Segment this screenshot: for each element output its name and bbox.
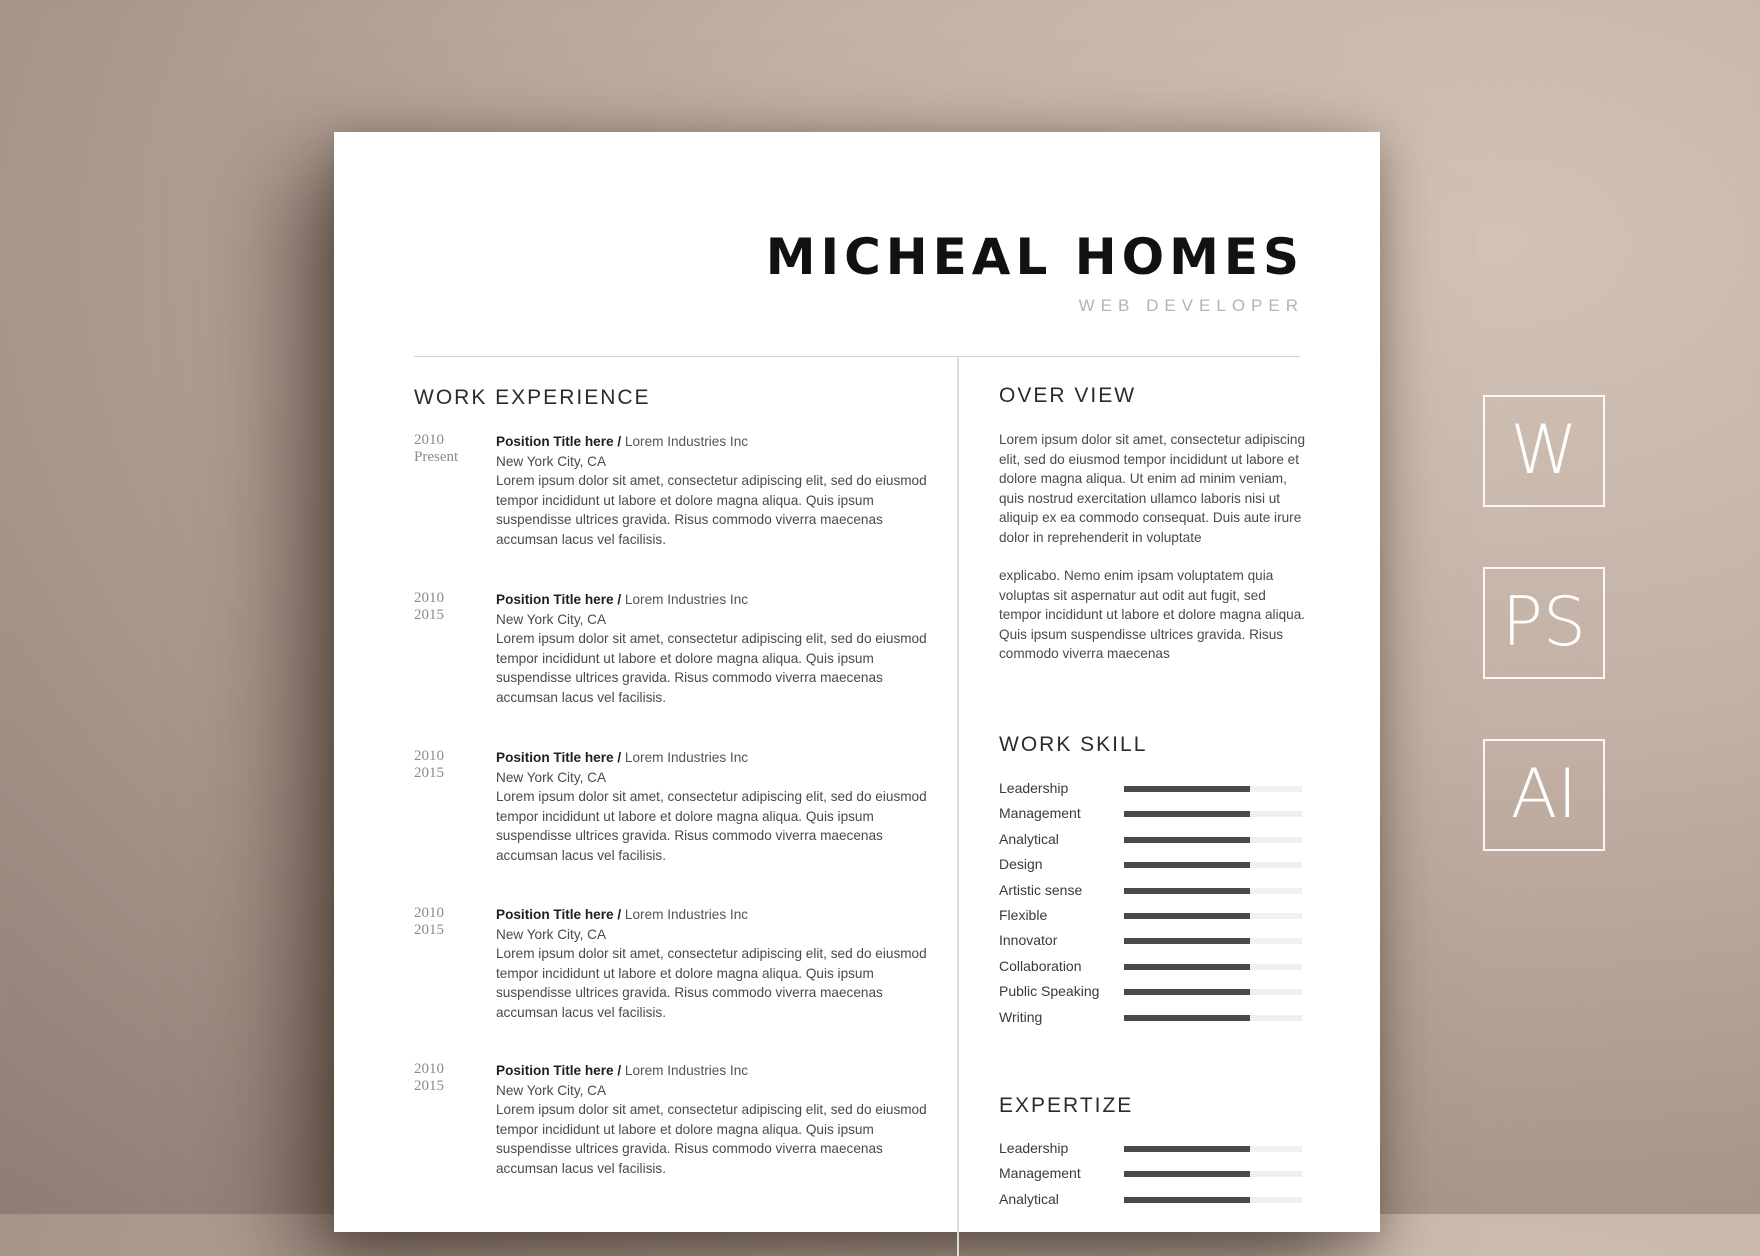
job-position: Position Title here / [496,907,622,922]
job-location: New York City, CA [496,611,607,627]
photoshop-format-icon: PS [1483,567,1605,679]
expertize-bar-fill [1124,1197,1250,1203]
job-year-start: 2010 [414,432,444,448]
work-skill-label: Public Speaking [999,983,1100,1000]
job-years [414,590,494,624]
job-location: New York City, CA [496,453,607,469]
job-company: Lorem Industries Inc [621,907,749,922]
overview-paragraph-1: Lorem ipsum dolor sit amet, consectetur adipiscing elit, sed do eiusmod tempor incididunt ut labore et dolore magna aliqua. Ut enim ad minim veniam, quis nostrud exercitation ullamco laboris nisi ut aliquip ex ea commodo consequat. Duis aute irure dolor in reprehenderit in voluptate [999,432,1305,545]
job-year-end: 2015 [414,1078,444,1094]
work-experience-heading: WORK EXPERIENCE [414,386,651,409]
job-year-start: 2010 [414,590,444,606]
work-skill-bar-fill [1124,811,1250,817]
expertize-label: Analytical [999,1190,1059,1207]
work-skill-label: Writing [999,1008,1043,1025]
work-skill-row [999,778,1303,798]
job-position: Position Title here / [496,434,622,449]
job-year-start: 2010 [414,905,444,921]
job-body [496,432,936,550]
work-skill-row [999,981,1303,1001]
job-year-end: 2015 [414,922,444,938]
expertize-row [999,1189,1303,1209]
job-year-start: 2010 [414,748,444,764]
job-year-start: 2010 [414,1061,444,1077]
job-year-end: 2015 [414,607,444,623]
job-body [496,1061,936,1179]
work-skill-bar-track [1124,888,1302,894]
work-skill-bar-track [1124,938,1302,944]
work-skill-bar-fill [1124,938,1250,944]
expertize-bar-track [1124,1146,1302,1152]
job-years [414,905,494,939]
job-years [414,432,494,466]
job-position: Position Title here / [496,592,622,607]
work-skill-bar-track [1124,862,1302,868]
expertize-bar-fill [1124,1146,1250,1152]
job-company: Lorem Industries Inc [621,750,749,765]
job-body [496,748,936,866]
expertize-bar-track [1124,1171,1302,1177]
work-skill-label: Artistic sense [999,881,1083,898]
work-skill-bar-track [1124,913,1302,919]
job-years [414,1061,494,1095]
job-location: New York City, CA [496,926,607,942]
job-description: Lorem ipsum dolor sit amet, consectetur adipiscing elit, sed do eiusmod tempor incididunt ut labore et dolore magna aliqua. Quis ipsum suspendisse ultrices gravida. Risus commodo viverra maecenas accumsan lacus vel facilisis. [496,473,927,547]
expertize-bar-track [1124,1197,1302,1203]
word-format-icon: W [1483,395,1605,507]
job-location: New York City, CA [496,1082,607,1098]
expertize-label: Leadership [999,1140,1069,1156]
job-description: Lorem ipsum dolor sit amet, consectetur adipiscing elit, sed do eiusmod tempor incididunt ut labore et dolore magna aliqua. Quis ipsum suspendisse ultrices gravida. Risus commodo viverra maecenas accumsan lacus vel facilisis. [496,789,927,863]
work-skill-label: Management [999,805,1081,822]
work-skill-bar-fill [1124,862,1250,868]
job-company: Lorem Industries Inc [621,434,749,449]
work-skill-bar-track [1124,811,1302,817]
job-description: Lorem ipsum dolor sit amet, consectetur adipiscing elit, sed do eiusmod tempor incididunt ut labore et dolore magna aliqua. Quis ipsum suspendisse ultrices gravida. Risus commodo viverra maecenas accumsan lacus vel facilisis. [496,631,927,705]
header-divider [414,356,1300,357]
work-skill-row [999,930,1303,950]
work-skill-row [999,880,1303,900]
work-skill-label: Leadership [999,780,1069,796]
column-divider [957,356,959,1256]
work-skill-bar-fill [1124,1015,1250,1021]
work-skill-bar-track [1124,1015,1302,1021]
work-skill-row [999,803,1303,823]
work-skill-bar-fill [1124,786,1250,792]
work-skill-bar-fill [1124,989,1250,995]
expertize-row [999,1163,1303,1183]
work-skill-bar-fill [1124,913,1250,919]
resume-page [334,132,1380,1232]
work-skill-bar-track [1124,786,1302,792]
job-years [414,748,494,782]
job-body [496,905,936,1023]
work-skill-row [999,854,1303,874]
job-position: Position Title here / [496,1063,622,1078]
job-year-end: Present [414,449,459,465]
job-description: Lorem ipsum dolor sit amet, consectetur adipiscing elit, sed do eiusmod tempor incididunt ut labore et dolore magna aliqua. Quis ipsum suspendisse ultrices gravida. Risus commodo viverra maecenas accumsan lacus vel facilisis. [496,1102,927,1176]
resume-job-title: WEB DEVELOPER [1078,296,1304,315]
work-skill-label: Design [999,856,1043,873]
work-skill-label: Innovator [999,932,1058,949]
work-skill-heading: WORK SKILL [999,733,1148,756]
job-company: Lorem Industries Inc [621,592,749,607]
job-company: Lorem Industries Inc [621,1063,749,1078]
work-skill-row [999,956,1303,976]
work-skill-label: Flexible [999,907,1048,923]
job-body [496,590,936,708]
work-skill-bar-track [1124,989,1302,995]
work-skill-row [999,829,1303,849]
work-skill-row [999,1007,1303,1027]
resume-name: MICHEAL HOMES [765,228,1304,286]
job-description: Lorem ipsum dolor sit amet, consectetur adipiscing elit, sed do eiusmod tempor incididunt ut labore et dolore magna aliqua. Quis ipsum suspendisse ultrices gravida. Risus commodo viverra maecenas accumsan lacus vel facilisis. [496,946,927,1020]
overview-heading: OVER VIEW [999,384,1137,407]
illustrator-format-icon: AI [1483,739,1605,851]
expertize-heading: EXPERTIZE [999,1094,1134,1117]
work-skill-row [999,905,1303,925]
overview-paragraph-2: explicabo. Nemo enim ipsam voluptatem quia voluptas sit aspernatur aut odit aut fugit, sed tempor incididunt ut labore et dolore magna aliqua. Quis ipsum suspendisse ultrices gravida. Risus commodo viverra maecenas [999,568,1306,662]
expertize-row [999,1138,1303,1158]
work-skill-bar-fill [1124,837,1250,843]
expertize-label: Management [999,1165,1081,1182]
work-skill-bar-track [1124,964,1302,970]
work-skill-label: Analytical [999,830,1059,847]
work-skill-bar-fill [1124,888,1250,894]
expertize-bar-fill [1124,1171,1250,1177]
work-skill-bar-track [1124,837,1302,843]
job-year-end: 2015 [414,765,444,781]
work-skill-label: Collaboration [999,957,1082,974]
job-position: Position Title here / [496,750,622,765]
job-location: New York City, CA [496,769,607,785]
work-skill-bar-fill [1124,964,1250,970]
